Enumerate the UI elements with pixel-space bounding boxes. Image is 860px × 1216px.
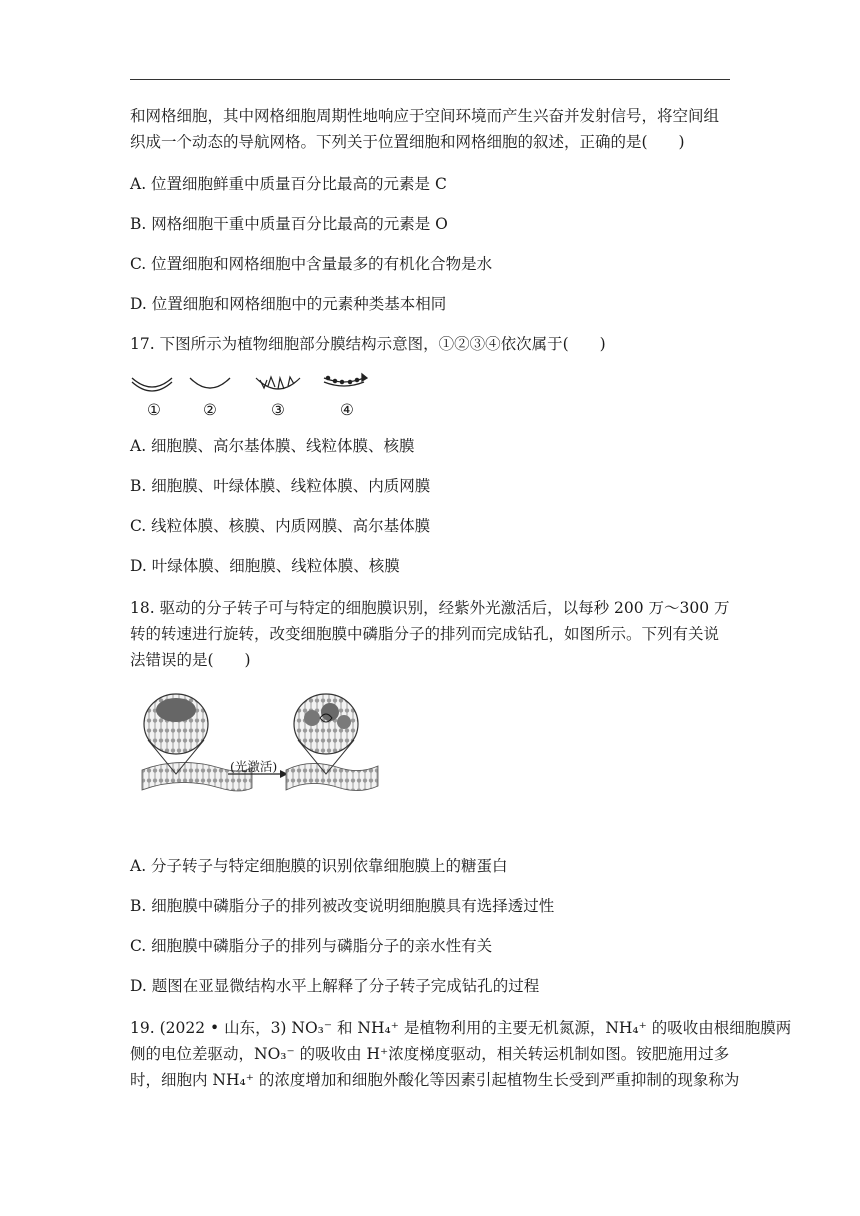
q19-stem-line-1: 19. (2022 • 山东，3) NO₃⁻ 和 NH₄⁺ 是植物利用的主要无机氮源，NH₄⁺ 的吸收由根细胞膜两 xyxy=(130,1019,792,1037)
q18-stem-line-3: 法错误的是( ) xyxy=(130,651,251,669)
q18-option-b: B. 细胞膜中磷脂分子的排列被改变说明细胞膜具有选择透过性 xyxy=(130,897,555,915)
activation-arrow-label: (光激活) xyxy=(230,759,278,774)
q16-option-c: C. 位置细胞和网格细胞中含量最多的有机化合物是水 xyxy=(130,255,493,273)
q18-stem-line-2: 转的转速进行旋转，改变细胞膜中磷脂分子的排列而完成钻孔，如图所示。下列有关说 xyxy=(130,625,720,643)
membrane-3-cristae xyxy=(256,377,300,389)
figure-label-1: ① xyxy=(147,401,161,419)
q18-option-c: C. 细胞膜中磷脂分子的排列与磷脂分子的亲水性有关 xyxy=(130,937,493,955)
header-rule xyxy=(130,79,730,80)
molecular-rotor-figure xyxy=(140,688,380,796)
q17-stem: 17. 下图所示为植物细胞部分膜结构示意图，①②③④依次属于( ) xyxy=(130,335,606,353)
membrane-1-double-smooth xyxy=(132,378,172,391)
q18-option-a: A. 分子转子与特定细胞膜的识别依靠细胞膜上的糖蛋白 xyxy=(130,857,508,875)
q16-stem-line-1: 和网格细胞，其中网格细胞周期性地响应于空间环境而产生兴奋并发射信号，将空间组 xyxy=(130,107,720,125)
q18-option-d: D. 题图在亚显微结构水平上解释了分子转子完成钻孔的过程 xyxy=(130,977,540,995)
q17-option-a: A. 细胞膜、高尔基体膜、线粒体膜、核膜 xyxy=(130,437,415,455)
q19-stem-line-3: 时，细胞内 NH₄⁺ 的浓度增加和细胞外酸化等因素引起植物生长受到严重抑制的现象称为 xyxy=(130,1071,740,1089)
q16-stem-line-2: 织成一个动态的导航网格。下列关于位置细胞和网格细胞的叙述，正确的是( ) xyxy=(130,133,685,151)
q18-stem-line-1: 18. 驱动的分子转子可与特定的细胞膜识别，经紫外光激活后，以每秒 200 万～300 万 xyxy=(130,599,730,617)
figure-label-2: ② xyxy=(203,401,217,419)
q16-option-b: B. 网格细胞干重中质量百分比最高的元素是 O xyxy=(130,215,448,233)
q16-option-a: A. 位置细胞鲜重中质量百分比最高的元素是 C xyxy=(130,175,447,193)
q17-option-d: D. 叶绿体膜、细胞膜、线粒体膜、核膜 xyxy=(130,557,400,575)
q16-option-d: D. 位置细胞和网格细胞中的元素种类基本相同 xyxy=(130,295,447,313)
q17-option-b: B. 细胞膜、叶绿体膜、线粒体膜、内质网膜 xyxy=(130,477,431,495)
q19-stem-line-2: 侧的电位差驱动，NO₃⁻ 的吸收由 H⁺浓度梯度驱动，相关转运机制如图。铵肥施用过多 xyxy=(130,1045,730,1063)
figure-label-4: ④ xyxy=(340,401,354,419)
figure-label-3: ③ xyxy=(271,401,285,419)
membrane-4-with-pores xyxy=(324,374,367,386)
q17-option-c: C. 线粒体膜、核膜、内质网膜、高尔基体膜 xyxy=(130,517,431,535)
membrane-2-single xyxy=(190,378,230,388)
